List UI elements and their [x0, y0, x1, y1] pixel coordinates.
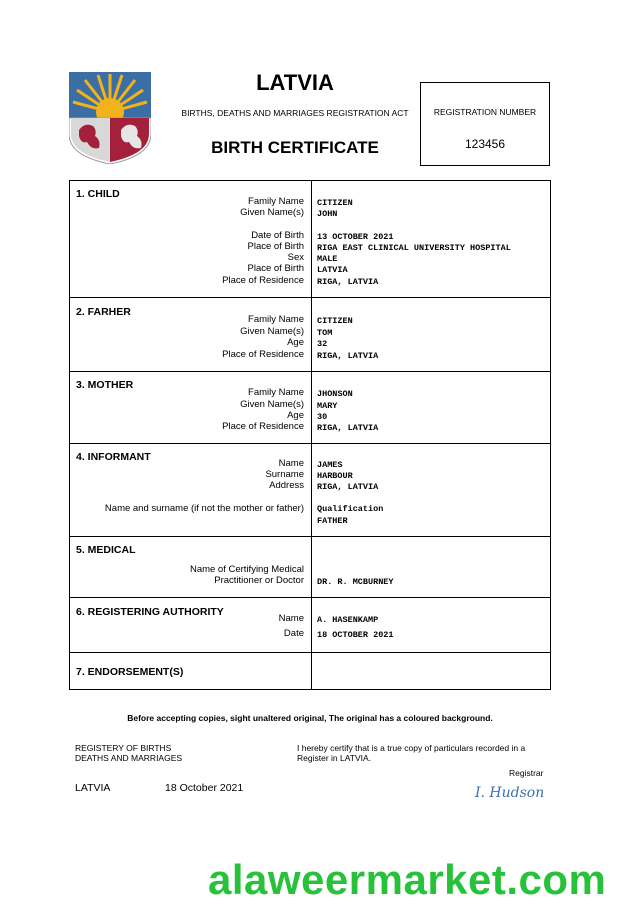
- father-family-name-label: Family Name: [248, 314, 304, 325]
- certification-text: [297, 743, 525, 763]
- father-given-names-label: Given Name(s): [240, 326, 304, 337]
- certify-line-1: I hereby certify that is a true copy of particulars recorded in a: [297, 743, 526, 753]
- medical-cert-label-1: Name of Certifying Medical: [189, 564, 304, 575]
- row-divider: [70, 536, 550, 537]
- father-residence-label: Place of Residence: [222, 349, 304, 360]
- informant-name-label: Name: [278, 458, 304, 469]
- authority-name-label: Name: [278, 613, 304, 624]
- section-authority-heading: 6. REGISTERING AUTHORITY: [76, 606, 224, 618]
- section-child-heading: 1. CHILD: [76, 188, 120, 200]
- mother-residence: RIGA, LATVIA: [317, 423, 379, 433]
- section-medical-heading: 5. MEDICAL: [76, 544, 136, 556]
- informant-qualification-label: Qualification: [317, 504, 384, 514]
- child-family-name-label: Family Name: [248, 196, 304, 207]
- father-residence: RIGA, LATVIA: [317, 351, 379, 361]
- row-divider: [70, 297, 550, 298]
- document-title: BIRTH CERTIFICATE: [211, 138, 379, 157]
- footer-date: 18 October 2021: [165, 782, 244, 794]
- authority-date-label: Date: [283, 628, 304, 639]
- father-family-name: CITIZEN: [317, 316, 353, 326]
- medical-doctor: DR. R. MCBURNEY: [317, 577, 394, 587]
- child-residence-label: Place of Residence: [222, 275, 304, 286]
- medical-cert-label-2: Practitioner or Doctor: [214, 575, 304, 586]
- child-pob-label: Place of Birth: [247, 241, 304, 252]
- mother-age: 30: [317, 412, 328, 422]
- original-note: Before accepting copies, sight unaltered original, The original has a coloured background.: [127, 713, 493, 723]
- registration-label: REGISTRATION NUMBER: [433, 107, 537, 117]
- authority-date: 18 OCTOBER 2021: [317, 630, 394, 640]
- row-divider: [70, 443, 550, 444]
- child-given-names: JOHN: [317, 209, 338, 219]
- child-pob2-label: Place of Birth: [247, 263, 304, 274]
- child-residence: RIGA, LATVIA: [317, 277, 379, 287]
- father-age: 32: [317, 339, 328, 349]
- watermark-text: alaweermarket.com: [208, 856, 607, 903]
- mother-family-name: JHONSON: [317, 389, 353, 399]
- section-endorsement-heading: 7. ENDORSEMENT(S): [76, 666, 184, 678]
- mother-residence-label: Place of Residence: [222, 421, 304, 432]
- section-father-heading: 2. FARHER: [76, 306, 131, 318]
- registry-name: [75, 743, 182, 763]
- registration-number: 123456: [464, 137, 506, 151]
- child-sex: MALE: [317, 254, 338, 264]
- informant-address: RIGA, LATVIA: [317, 482, 379, 492]
- informant-surname-label: Surname: [265, 469, 304, 480]
- act-name: BIRTHS, DEATHS AND MARRIAGES REGISTRATION ACT: [181, 108, 409, 118]
- footer-country: LATVIA: [75, 782, 111, 794]
- informant-surname: HARBOUR: [317, 471, 353, 481]
- mother-age-label: Age: [287, 410, 304, 421]
- child-given-names-label: Given Name(s): [240, 207, 304, 218]
- column-divider: [311, 181, 312, 689]
- child-dob-label: Date of Birth: [251, 230, 304, 241]
- informant-qualification: FATHER: [317, 516, 348, 526]
- row-divider: [70, 371, 550, 372]
- father-age-label: Age: [287, 337, 304, 348]
- mother-given-names: MARY: [317, 401, 338, 411]
- child-sex-label: Sex: [287, 252, 304, 263]
- registration-box: [420, 82, 550, 166]
- registry-line-2: DEATHS AND MARRIAGES: [75, 753, 183, 763]
- registrar-signature: I. Hudson: [475, 785, 545, 801]
- informant-address-label: Address: [269, 480, 304, 491]
- certificate-table: [69, 180, 551, 690]
- section-mother-heading: 3. MOTHER: [76, 379, 134, 391]
- mother-family-name-label: Family Name: [248, 387, 304, 398]
- child-dob: 13 OCTOBER 2021: [317, 232, 394, 242]
- authority-name: A. HASENKAMP: [317, 615, 379, 625]
- registry-line-1: REGISTERY OF BIRTHS: [75, 743, 172, 753]
- child-pob2: LATVIA: [317, 265, 348, 275]
- child-pob: RIGA EAST CLINICAL UNIVERSITY HOSPITAL: [317, 243, 511, 253]
- registrar-label: Registrar: [509, 768, 544, 778]
- informant-name-surname-label: Name and surname (if not the mother or father): [104, 503, 304, 514]
- row-divider: [70, 652, 550, 653]
- child-family-name: CITIZEN: [317, 198, 353, 208]
- coat-of-arms-icon: [69, 72, 151, 164]
- country-title: LATVIA: [256, 70, 334, 95]
- certify-line-2: Register in LATVIA.: [297, 753, 372, 763]
- informant-name: JAMES: [317, 460, 343, 470]
- mother-given-names-label: Given Name(s): [240, 399, 304, 410]
- section-informant-heading: 4. INFORMANT: [76, 451, 151, 463]
- father-given-names: TOM: [317, 328, 333, 338]
- row-divider: [70, 597, 550, 598]
